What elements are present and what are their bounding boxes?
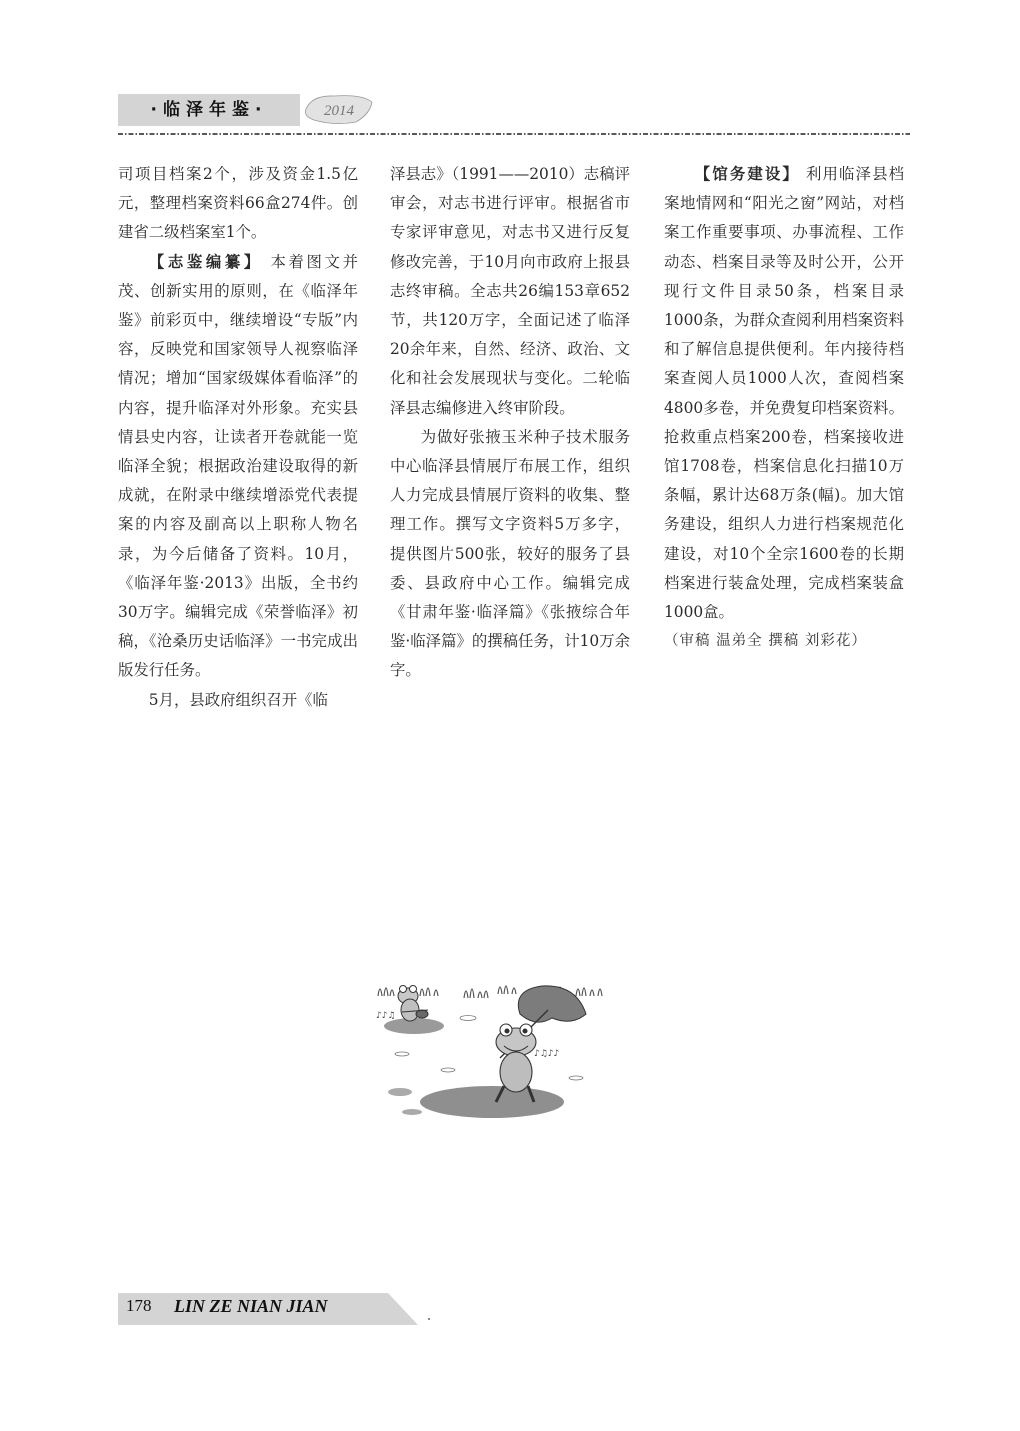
frog-cartoon-illustration xyxy=(372,974,610,1122)
header-title: ·临泽年鉴· xyxy=(150,100,268,120)
svg-text:♪♫♪♪: ♪♫♪♪ xyxy=(534,1049,560,1059)
paragraph: 泽县志》（1991——2010）志稿评审会，对志书进行评审。根据省市专家评审意见，对志书又进行反复修改完善，于10月向市政府上报县志终审稿。全志共26编153章652节，共120万字，全面记述了临泽20余年来，自然、经济、政治、文化和社会发展现状与变化。二轮临泽县志编修进入终审阶段。 xyxy=(390,165,630,417)
author-credit: （审稿 温弟全 撰稿 刘彩花） xyxy=(664,633,867,650)
column-1 xyxy=(118,160,358,715)
footer-mark xyxy=(428,1318,430,1320)
paragraph: 为做好张掖玉米种子技术服务中心临泽县情展厅布展工作，组织人力完成县情展厅资料的收集、整理工作。撰写文字资料5万多字，提供图片500张，较好的服务了县委、县政府中心工作。编辑完成《甘肃年鉴·临泽篇》《张掖综合年鉴·临泽篇》的撰稿任务，计10万余字。 xyxy=(390,427,630,680)
paragraph-archive-building xyxy=(664,160,904,627)
paragraph: 司项目档案2个，涉及资金1.5亿元，整理档案资料66盒274件。创建省二级档案室1个。 xyxy=(118,165,358,242)
page-number: 178 xyxy=(126,1296,152,1315)
big-frog xyxy=(496,1024,536,1102)
journal-name: LIN ZE NIAN JIAN xyxy=(174,1296,328,1316)
svg-text:♪♪♫: ♪♪♫ xyxy=(376,1011,396,1021)
paragraph-yearbook-editing xyxy=(118,248,358,686)
column-2 xyxy=(390,160,630,686)
section-keyword: 【馆务建设】 xyxy=(694,165,800,183)
header-year: 2014 xyxy=(324,103,354,119)
paragraph-text: 本着图文并茂、创新实用的原则，在《临泽年鉴》前彩页中，继续增设“专版”内容，反映党和国家领导人视察临泽情况；增加“国家级媒体看临泽”的内容，提升临泽对外形象。充实县情县史内容，让读者开卷就能一览临泽全貌；根据政治建设取得的新成就，在附录中继续增添党代表提案的内容及副高以上职称人物名录，为今后储备了资料。10月，《临泽年鉴·2013》出版，全书约30万字。编辑完成《荣誉临泽》初稿，《沧桑历史话临泽》一书完成出版发行任务。 xyxy=(118,252,358,680)
section-keyword: 【志鉴编纂】 xyxy=(148,252,263,271)
header-divider xyxy=(118,131,910,137)
year-emblem xyxy=(304,92,374,126)
paragraph-text: 利用临泽县档案地情网和“阳光之窗”网站，对档案工作重要事项、办事流程、工作动态、档案目录等及时公开，公开现行文件目录50条，档案目录1000条，为群众查阅利用档案资料和了解信息提供便利。年内接待档案查阅人员1000人次，查阅档案4800多卷，并免费复印档案资料。抢救重点档案200卷，档案接收进馆1708卷，档案信息化扫描10万条幅，累计达68万条(幅)。加大馆务建设，组织人力进行档案规范化建设，对10个全宗1600卷的长期档案进行装盒处理，完成档案装盒1000盒。 xyxy=(664,165,904,622)
paragraph: 5月，县政府组织召开《临 xyxy=(148,690,328,709)
column-3 xyxy=(664,160,904,656)
